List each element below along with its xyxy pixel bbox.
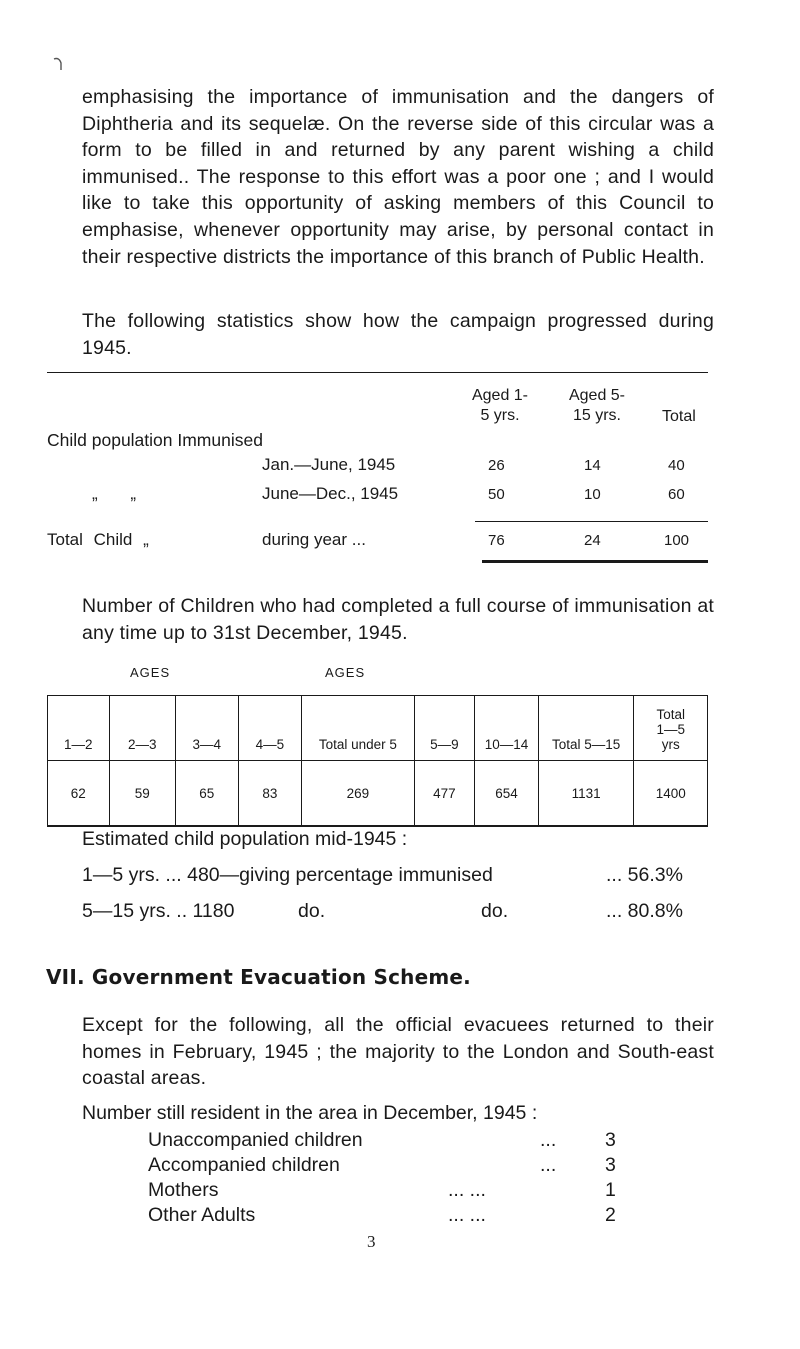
- ages-header-cell: 2—3: [109, 696, 176, 761]
- estimate-title: Estimated child population mid-1945 :: [82, 828, 408, 850]
- corner-mark-icon: [53, 57, 63, 71]
- ages-table: [47, 695, 708, 827]
- resident-label: Mothers: [148, 1179, 219, 1201]
- total-row-period: during year ...: [262, 530, 366, 549]
- resident-dots: ... ...: [448, 1179, 486, 1201]
- ages-value-cell: 65: [176, 761, 239, 827]
- estimate-line-2: [82, 900, 683, 923]
- total-total: 100: [664, 532, 690, 549]
- ages-value-cell: 269: [302, 761, 414, 827]
- resident-count: 3: [605, 1154, 616, 1176]
- row2-aged-5-15: 10: [584, 486, 601, 503]
- estimate-line-2-range: 5—15 yrs. .. 1180: [82, 900, 235, 922]
- resident-count: 3: [605, 1129, 616, 1151]
- ages-header-cell: 3—4: [176, 696, 239, 761]
- header-total: Total: [662, 408, 696, 425]
- resident-label: Unaccompanied children: [148, 1129, 363, 1151]
- resident-label: Accompanied children: [148, 1154, 340, 1176]
- section-heading: VII. Government Evacuation Scheme.: [46, 965, 471, 989]
- ages-value-cell: 62: [48, 761, 110, 827]
- resident-dots: ...: [540, 1129, 557, 1151]
- estimate-line-2-do-2: do.: [481, 900, 509, 922]
- ages-label-right: AGES: [325, 665, 366, 680]
- page-number: 3: [367, 1232, 376, 1251]
- row1-total: 40: [668, 457, 685, 474]
- total-aged-5-15: 24: [584, 532, 601, 549]
- intro-paragraph: emphasising the importance of immunisation and the dangers of Diphtheria and its sequelæ. On the reverse side of this circular was a form to be filled in and returned by any parent wishing a child immunised.. The response to this effort was a poor one ; and I would like to take this opportunity of asking members of this Council to emphasise, whenever opportunity may arise, by personal contact in their respective districts the importance of this branch of Public Health.: [82, 86, 714, 268]
- header-aged-5-15: Aged 5-15 yrs.: [568, 387, 626, 424]
- evacuation-paragraph: Except for the following, all the official evacuees returned to their homes in February, 1945 ; the majority to the London and South-east coastal areas.: [82, 1014, 714, 1090]
- statistics-intro: The following statistics show how the campaign progressed during 1945.: [82, 310, 714, 359]
- total-aged-1-5: 76: [488, 532, 505, 549]
- estimate-line-1-value: ... 56.3%: [606, 864, 683, 886]
- resident-count: 2: [605, 1204, 616, 1226]
- ages-header-cell: 5—9: [414, 696, 475, 761]
- row1-period: Jan.—June, 1945: [262, 455, 396, 474]
- header-aged-1-5-col: Aged 1-5 yrs.: [471, 387, 529, 424]
- row2-total: 60: [668, 486, 685, 503]
- ages-header-cell: Total under 5: [302, 696, 414, 761]
- ages-header-cell: 10—14: [475, 696, 539, 761]
- section-label: Child population Immunised: [47, 430, 263, 450]
- table-bottom-rule: [482, 560, 708, 563]
- estimate-line-2-do-1: do.: [298, 900, 326, 922]
- ages-header-cell: 4—5: [238, 696, 302, 761]
- estimate-line-1: [82, 864, 683, 887]
- completed-course-text: Number of Children who had completed a full course of immunisation at any time up to 31st December, 1945.: [82, 595, 714, 644]
- row2-aged-1-5: 50: [488, 486, 505, 503]
- ages-value-cell: 477: [414, 761, 475, 827]
- ages-value-cell: 59: [109, 761, 176, 827]
- ages-label-left: AGES: [130, 665, 171, 680]
- ages-value-cell: 1400: [634, 761, 708, 827]
- resident-dots: ... ...: [448, 1204, 486, 1226]
- resident-dots: ...: [540, 1154, 557, 1176]
- table-top-rule: [47, 372, 708, 373]
- ages-value-row: [48, 761, 708, 827]
- ages-value-cell: 654: [475, 761, 539, 827]
- ages-value-cell: 1131: [538, 761, 634, 827]
- resident-count: 1: [605, 1179, 616, 1201]
- ages-header-cell: Total 5—15: [538, 696, 634, 761]
- row1-aged-5-15: 14: [584, 457, 601, 474]
- ages-header-cell: 1—2: [48, 696, 110, 761]
- row2-ditto: „ „: [92, 484, 137, 503]
- ages-header-row: [48, 696, 708, 761]
- total-row-label: Total Child „: [47, 530, 149, 549]
- ages-value-cell: 83: [238, 761, 302, 827]
- resident-title: Number still resident in the area in December, 1945 :: [82, 1102, 538, 1124]
- ages-header-cell: Total 1—5 yrs: [634, 696, 708, 761]
- row1-aged-1-5: 26: [488, 457, 505, 474]
- estimate-line-2-value: ... 80.8%: [606, 900, 683, 922]
- row2-period: June—Dec., 1945: [262, 484, 399, 503]
- resident-label: Other Adults: [148, 1204, 256, 1226]
- subtotal-rule: [475, 521, 708, 522]
- estimate-line-1-range: 1—5 yrs. ... 480—giving percentage immunised: [82, 864, 493, 886]
